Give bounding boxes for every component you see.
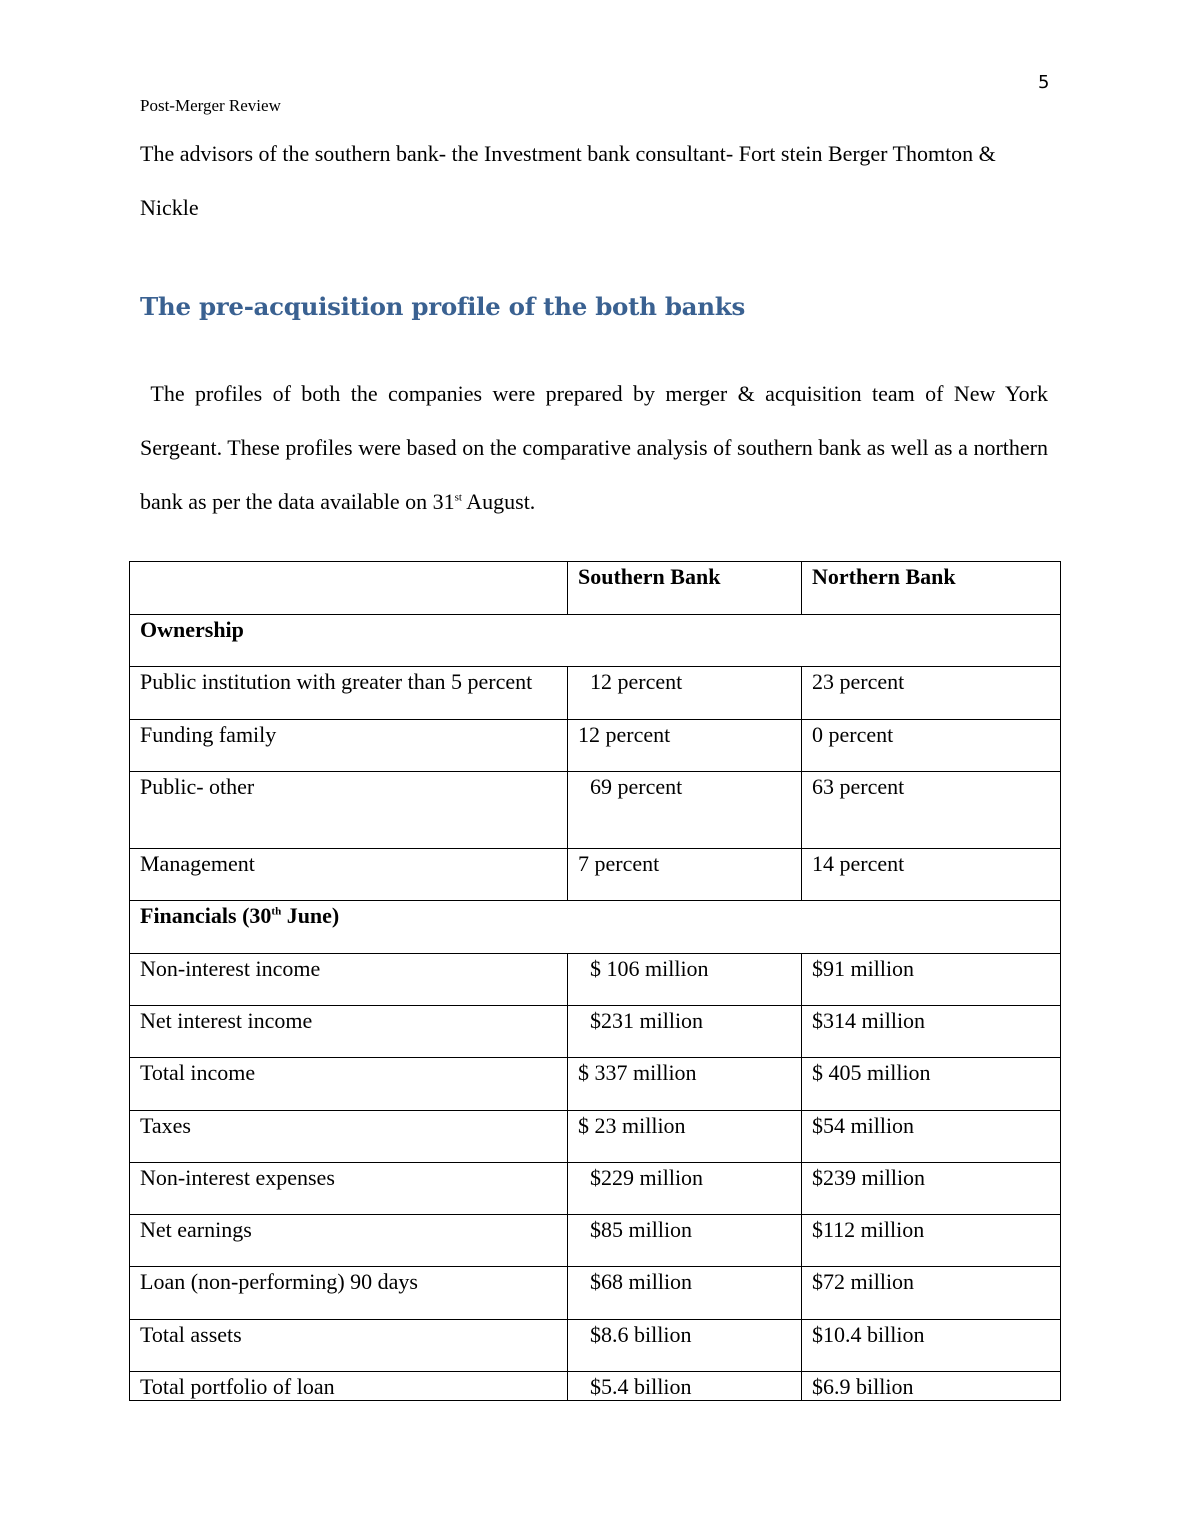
header-southern-bank: Southern Bank [568,562,802,615]
table-row [130,1215,1061,1267]
profile-paragraph-text: The profiles of both the companies were prepared by merger & acquisition team of New York Sergeant. These profiles were based on the comparative analysis of southern bank as well as a northern bank as per the data available on 31 [140,381,1049,514]
financials-label-start: Financials (30 [140,903,272,928]
financials-label-end: June) [281,903,340,928]
row-label: Total portfolio of loan [130,1372,568,1401]
row-label: Management [130,849,568,901]
northern-value: $54 million [802,1111,1061,1163]
southern-value: $ 23 million [568,1111,802,1163]
northern-value: $6.9 billion [802,1372,1061,1401]
table-row [130,1111,1061,1163]
northern-value: $72 million [802,1267,1061,1320]
profile-paragraph [140,367,1048,529]
section-heading: The pre-acquisition profile of the both banks [140,292,745,321]
northern-value: 0 percent [802,720,1061,772]
bank-profile-table [129,561,1061,1401]
southern-value: $5.4 billion [568,1372,802,1401]
row-label: Total income [130,1058,568,1111]
table-row [130,667,1061,720]
profile-paragraph-end: August. [461,489,536,514]
page-number: 5 [1038,72,1050,93]
southern-value: 12 percent [568,720,802,772]
southern-value: $ 106 million [568,954,802,1006]
northern-value: 14 percent [802,849,1061,901]
northern-value: 63 percent [802,772,1061,849]
header-empty-cell [130,562,568,615]
table-row [130,772,1061,849]
table-row [130,1267,1061,1320]
table-row [130,1058,1061,1111]
row-label: Loan (non-performing) 90 days [130,1267,568,1320]
row-label: Net interest income [130,1006,568,1058]
northern-value: $ 405 million [802,1058,1061,1111]
northern-value: $314 million [802,1006,1061,1058]
financials-section-row [130,901,1061,954]
table-row [130,720,1061,772]
row-label: Non-interest income [130,954,568,1006]
southern-value: 69 percent [568,772,802,849]
table-row [130,1372,1061,1401]
southern-value: $85 million [568,1215,802,1267]
southern-value: 12 percent [568,667,802,720]
ownership-section-row [130,615,1061,667]
financials-section-label [130,901,1061,954]
date-ordinal: st [454,491,462,504]
row-label: Total assets [130,1320,568,1372]
row-label: Net earnings [130,1215,568,1267]
northern-value: $112 million [802,1215,1061,1267]
row-label: Taxes [130,1111,568,1163]
ownership-section-label: Ownership [130,615,1061,667]
southern-value: $68 million [568,1267,802,1320]
table-row [130,849,1061,901]
table-row [130,1163,1061,1215]
table-header-row [130,562,1061,615]
intro-paragraph: The advisors of the southern bank- the Investment bank consultant- Fort stein Berger Thomton & Nickle [140,141,996,220]
southern-value: $8.6 billion [568,1320,802,1372]
northern-value: $239 million [802,1163,1061,1215]
financials-ordinal: th [271,905,282,918]
header-northern-bank: Northern Bank [802,562,1061,615]
southern-value: $229 million [568,1163,802,1215]
row-label: Non-interest expenses [130,1163,568,1215]
table-row [130,954,1061,1006]
row-label: Public institution with greater than 5 percent [130,667,568,720]
southern-value: 7 percent [568,849,802,901]
row-label: Public- other [130,772,568,849]
northern-value: 23 percent [802,667,1061,720]
running-head: Post-Merger Review [140,96,281,115]
southern-value: $231 million [568,1006,802,1058]
southern-value: $ 337 million [568,1058,802,1111]
row-label: Funding family [130,720,568,772]
table-row [130,1006,1061,1058]
northern-value: $10.4 billion [802,1320,1061,1372]
table-row [130,1320,1061,1372]
northern-value: $91 million [802,954,1061,1006]
